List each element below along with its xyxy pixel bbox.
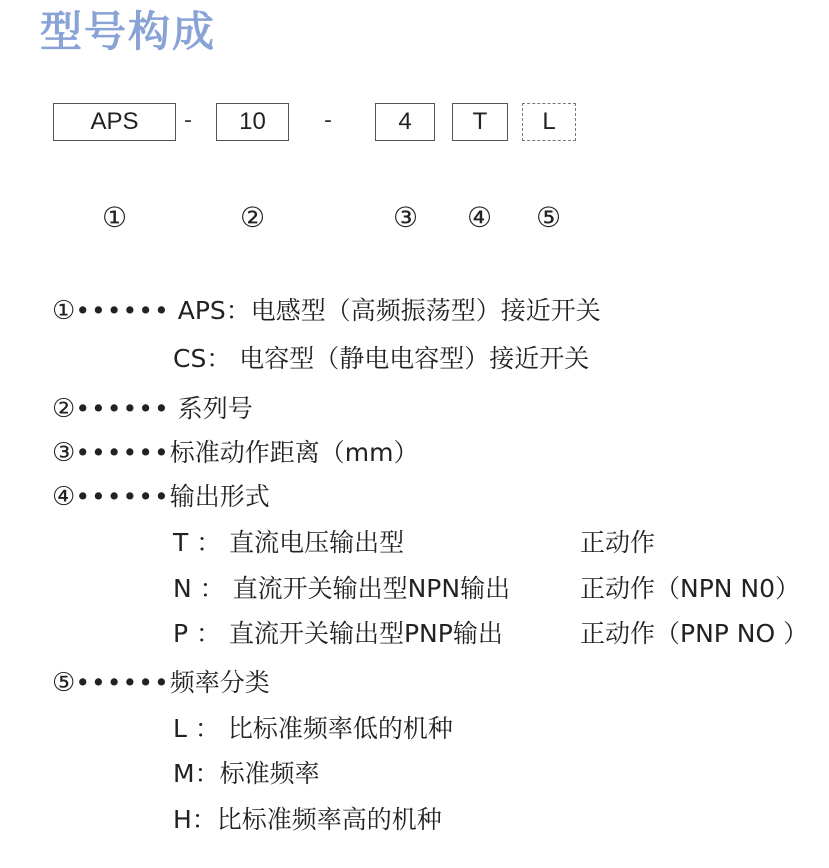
position-number: ① — [102, 201, 128, 234]
legend-subitem-code: T ： 直流电压输出型 — [173, 528, 405, 557]
position-number: ⑤ — [536, 201, 562, 234]
model-separator: - — [184, 108, 192, 133]
legend-item: ③••••••标准动作距离（mm） — [52, 438, 419, 468]
legend-subitem: H：比标准频率高的机种 — [173, 805, 442, 834]
page-title: 型号构成 — [40, 7, 217, 56]
position-number: ② — [240, 201, 266, 234]
legend-subitem-code: N ： 直流开关输出型NPN输出 — [173, 574, 511, 603]
legend-subitem-action: 正动作 — [580, 528, 656, 557]
position-number: ③ — [393, 201, 419, 234]
legend-subitem: CS： 电容型（静电电容型）接近开关 — [173, 344, 590, 373]
model-box-distance: 4 — [375, 103, 435, 141]
legend-item: ④••••••输出形式 — [52, 482, 270, 512]
legend-item: ①•••••• APS：电感型（高频振荡型）接近开关 — [52, 296, 601, 326]
position-number: ④ — [467, 201, 493, 234]
model-box-series-number: 10 — [216, 103, 289, 141]
legend-subitem-code: P ： 直流开关输出型PNP输出 — [173, 619, 503, 648]
legend-item: ⑤••••••频率分类 — [52, 668, 270, 698]
legend-subitem-action: 正动作（NPN N0） — [580, 574, 801, 603]
model-box-series-type: APS — [53, 103, 176, 141]
legend-subitem: M：标准频率 — [173, 759, 320, 788]
model-box-output: T — [452, 103, 508, 141]
legend-subitem: L ： 比标准频率低的机种 — [173, 714, 453, 743]
legend-subitem-action: 正动作（PNP NO ） — [580, 619, 809, 648]
model-box-frequency: L — [522, 103, 576, 141]
model-separator: - — [324, 108, 332, 133]
legend-item: ②•••••• 系列号 — [52, 394, 253, 424]
